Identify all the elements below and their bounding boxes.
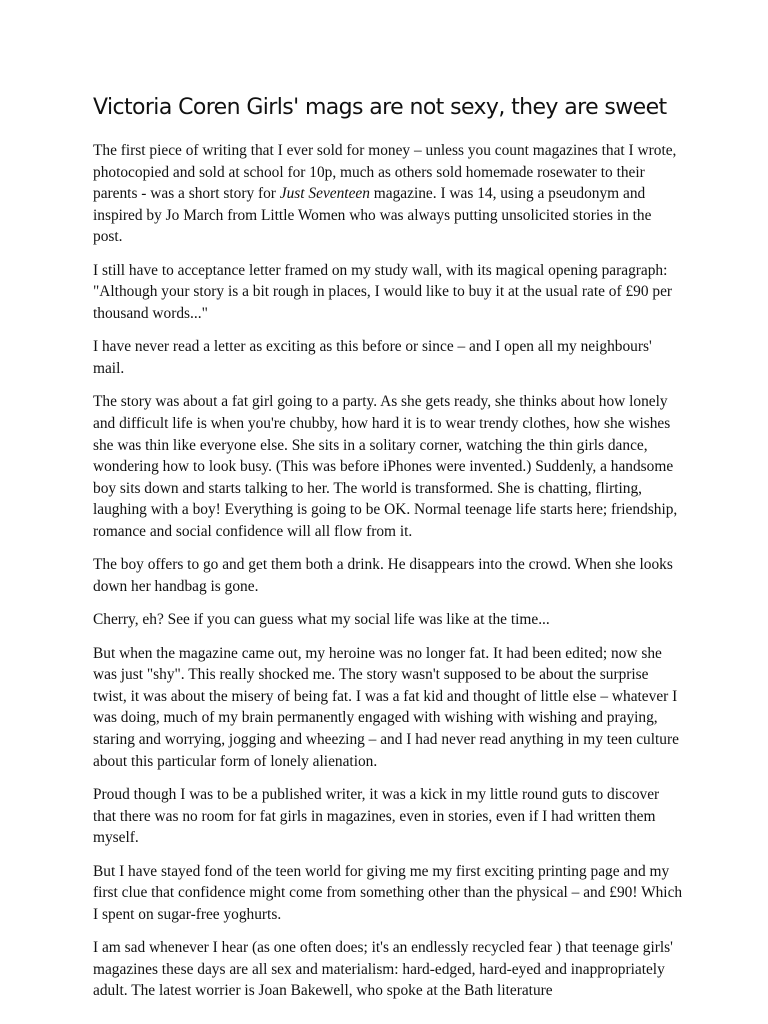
paragraph-1 <box>93 140 683 248</box>
paragraph-1-text-after: magazine. I was 14, using a pseudonym and inspired by Jo March from Little Women who was always putting unsolicited stories in the post. <box>93 185 652 246</box>
paragraph-5: The boy offers to go and get them both a drink. He disappears into the crowd. When she looks down her handbag is gone. <box>93 556 673 595</box>
paragraph-8: Proud though I was to be a published writer, it was a kick in my little round guts to discover that there was no room for fat girls in magazines, even in stories, even if I had written them myself. <box>93 786 660 847</box>
article-title: Victoria Coren Girls' mags are not sexy, they are sweet <box>93 95 667 120</box>
paragraph-7: But when the magazine came out, my heroine was no longer fat. It had been edited; now she was just "shy". This really shocked me. The story wasn't supposed to be about the surprise twist, it was about the misery of being fat. I was a fat kid and thought of little else – whatever I was doing, much of my brain permanently engaged with wishing with wishing and praying, staring and worrying, jogging and wheezing – and I had never read anything in my teen culture about this particular form of lonely alienation. <box>93 644 679 770</box>
paragraph-1-text-before: The first piece of writing that I ever sold for money – unless you count magazines that I wrote, photocopied and sold at school for 10p, much as others sold homemade rosewater to their parents - was a short story for <box>93 142 677 203</box>
paragraph-3: I have never read a letter as exciting as this before or since – and I open all my neighbours' mail. <box>93 338 652 377</box>
paragraph-4: The story was about a fat girl going to a party. As she gets ready, she thinks about how lonely and difficult life is when you're chubby, how hard it is to wear trendy clothes, how she wishes she was thin like everyone else. She sits in a solitary corner, watching the thin girls dance, wondering how to look busy. (This was before iPhones were invented.) Suddenly, a handsome boy sits down and starts talking to her. The world is transformed. She is chatting, flirting, laughing with a boy! Everything is going to be OK. Normal teenage life starts here; friendship, romance and social confidence will all flow from it. <box>93 393 678 540</box>
paragraph-9: But I have stayed fond of the teen world for giving me my first exciting printing page and my first clue that confidence might come from something other than the physical – and £90! Which I spent on sugar-free yoghurts. <box>93 862 683 923</box>
paragraph-2: I still have to acceptance letter framed on my study wall, with its magical opening paragraph: "Although your story is a bit rough in places, I would like to buy it at the usual rate of £90 per thousand words..." <box>93 261 673 322</box>
magazine-name: Just Seventeen <box>279 185 370 203</box>
paragraph-6: Cherry, eh? See if you can guess what my social life was like at the time... <box>93 611 550 629</box>
article-body <box>93 140 683 1014</box>
paragraph-10: I am sad whenever I hear (as one often does; it's an endlessly recycled fear ) that teenage girls' magazines these days are all sex and materialism: hard-edged, hard-eyed and inappropriately adult. The latest worrier is Joan Bakewell, who spoke at the Bath literature <box>93 939 673 1000</box>
